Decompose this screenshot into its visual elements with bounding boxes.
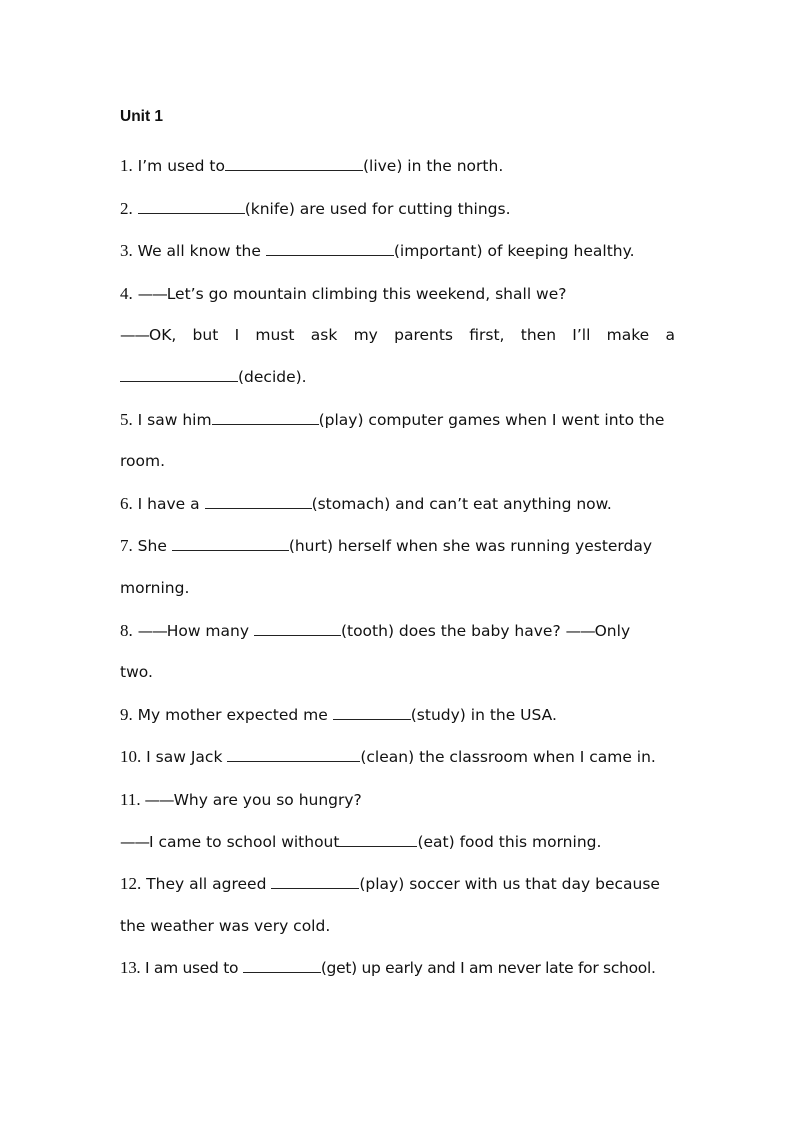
answer-blank-2[interactable] [138, 197, 245, 214]
answer-blank-3[interactable] [266, 239, 394, 256]
answer-blank-10[interactable] [227, 745, 360, 762]
item-text: I’m used to [132, 157, 225, 175]
exercise-13 [120, 947, 675, 990]
item-text: morning. [120, 578, 190, 597]
answer-blank-5[interactable] [212, 408, 319, 425]
dialogue-dash: —— [120, 326, 149, 345]
item-text: I came to school without [149, 832, 340, 851]
dialogue-dash: —— [140, 790, 174, 809]
answer-blank-1[interactable] [225, 154, 363, 171]
exercise-9 [120, 694, 675, 737]
item-number: 6. [120, 493, 133, 513]
item-text: OK, but I must ask my parents first, then I’ll make a [149, 326, 675, 345]
answer-blank-4[interactable] [120, 365, 238, 382]
exercise-11-answer [120, 822, 675, 864]
exercise-5 [120, 399, 675, 442]
item-number: 2. [120, 198, 133, 218]
exercise-6 [120, 483, 675, 526]
item-text: Let’s go mountain climbing this weekend, shall we? [166, 284, 567, 303]
item-text: (stomach) and can’t eat anything now. [311, 494, 612, 513]
answer-blank-7[interactable] [172, 534, 289, 551]
item-text: I am used to [140, 959, 243, 978]
item-text: two. [120, 663, 153, 682]
item-text: (play) computer games when I went into the [318, 410, 665, 429]
item-text: the weather was very cold. [120, 916, 331, 935]
exercise-3 [120, 230, 675, 273]
exercise-4-answer [120, 315, 675, 357]
exercise-2 [120, 188, 675, 231]
exercise-12 [120, 863, 675, 906]
item-text: (play) soccer with us that day because [359, 875, 660, 894]
item-text: She [132, 537, 172, 556]
item-number: 5. [120, 409, 133, 429]
item-text: Only [594, 621, 631, 640]
exercise-8 [120, 610, 675, 653]
dialogue-dash: —— [137, 621, 167, 640]
item-text: (live) in the north. [362, 157, 504, 175]
item-number: 7. [120, 536, 133, 556]
item-number: 3. [120, 241, 133, 261]
exercise-7 [120, 525, 675, 568]
dialogue-dash: —— [565, 621, 595, 640]
exercise-5-cont [120, 441, 675, 483]
exercise-8-cont [120, 652, 675, 694]
answer-blank-13[interactable] [243, 956, 321, 973]
item-number: 4. [120, 283, 133, 303]
answer-blank-8[interactable] [254, 619, 341, 636]
item-text: (tooth) does the baby have? [340, 621, 566, 640]
worksheet-content [120, 104, 675, 990]
item-number: 8. [120, 620, 133, 640]
item-number: 9. [120, 704, 133, 724]
item-text: Why are you so hungry? [173, 790, 362, 809]
answer-blank-12[interactable] [271, 872, 359, 889]
item-text: I saw Jack [141, 748, 228, 767]
item-number: 11. [120, 789, 141, 809]
dialogue-dash: —— [120, 832, 149, 851]
exercise-7-cont [120, 568, 675, 610]
item-number: 1. [120, 156, 133, 175]
item-text: (get) up early and I am never late for school. [320, 959, 656, 978]
item-text: I saw him [132, 410, 212, 429]
item-text: My mother expected me [132, 705, 333, 724]
item-text: (clean) the classroom when I came in. [360, 748, 656, 767]
item-text: (decide). [238, 367, 307, 386]
exercise-12-cont [120, 906, 675, 948]
item-text: They all agreed [141, 875, 272, 894]
exercise-10 [120, 736, 675, 779]
exercise-11-question [120, 779, 675, 822]
item-text: How many [166, 621, 254, 640]
unit-title: Unit 1 [120, 108, 164, 125]
item-text: (eat) food this morning. [417, 832, 602, 851]
exercise-4-question [120, 273, 675, 316]
item-text: We all know the [132, 242, 266, 261]
item-number: 10. [120, 747, 142, 767]
item-text: (hurt) herself when she was running yesterday [288, 537, 653, 556]
item-number: 13. [120, 958, 141, 978]
item-text: I have a [132, 494, 205, 513]
dialogue-dash: —— [137, 284, 167, 303]
item-text: (knife) are used for cutting things. [244, 199, 511, 218]
answer-blank-9[interactable] [333, 703, 411, 720]
item-text: room. [120, 452, 166, 471]
item-text: (study) in the USA. [410, 705, 557, 724]
exercise-4-answer-cont [120, 357, 675, 399]
item-text: (important) of keeping healthy. [393, 242, 635, 261]
exercise-1 [120, 145, 675, 188]
answer-blank-11[interactable] [339, 830, 417, 847]
item-number: 12. [120, 874, 142, 894]
answer-blank-6[interactable] [205, 492, 312, 509]
